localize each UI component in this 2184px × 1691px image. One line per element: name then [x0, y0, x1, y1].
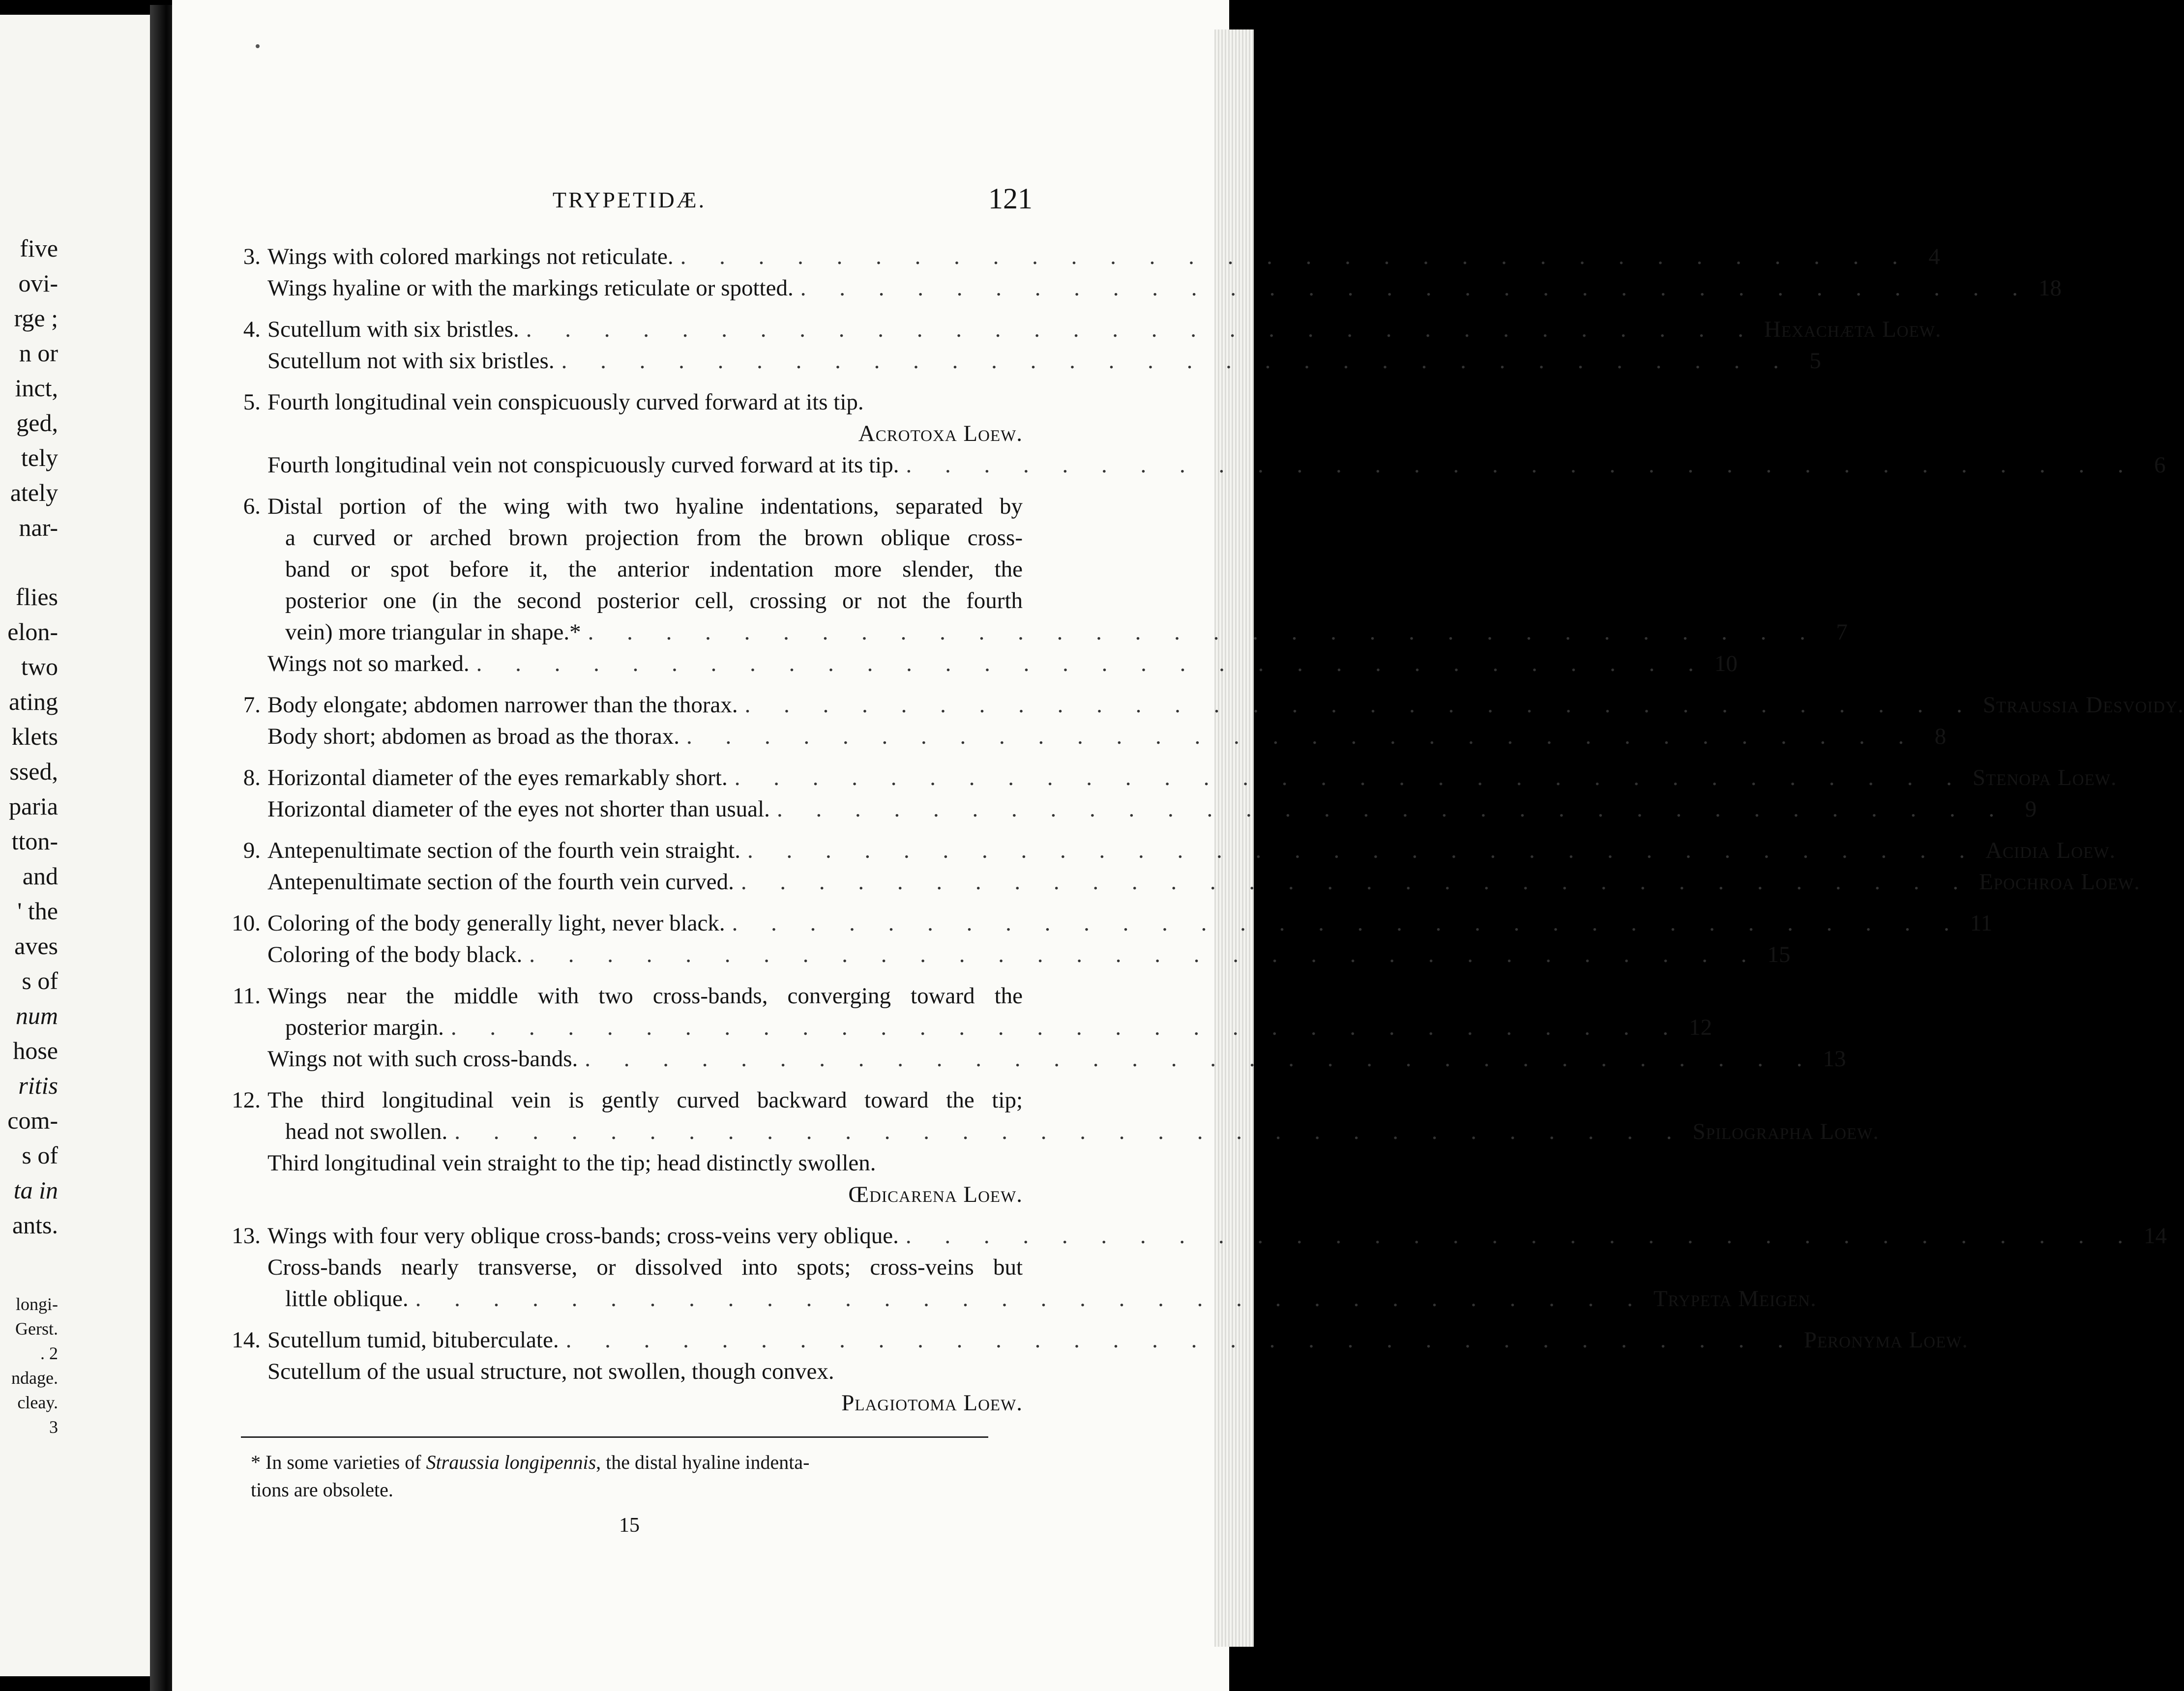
- dot-leader: . . . . . . . . . . . . . . . . . . . . . . . . . . . . . . . .: [454, 1119, 1686, 1144]
- couplet-reference: 4: [1928, 244, 1940, 269]
- left-fragment: flies: [15, 583, 58, 611]
- couplet-reference: 5: [1809, 348, 1821, 374]
- lead-text: Coloring of the body black.: [267, 942, 523, 967]
- genus-name: Acrotoxa Loew.: [858, 421, 1023, 446]
- couplet-reference: 10: [1714, 651, 1738, 676]
- dot-leader: . . . . . . . . . . . . . . . . . . . . . . . . . . . . . . . .: [476, 651, 1708, 676]
- genus-name: Œdicarena Loew.: [848, 1182, 1023, 1207]
- lead-text: The third longitudinal vein is gently curved backward toward the tip;: [267, 1087, 1023, 1113]
- lead-text: Wings with colored markings not reticulate.: [267, 244, 674, 269]
- left-fragment: five: [20, 234, 58, 262]
- page-number: 121: [988, 182, 1033, 215]
- genus-name: Plagiotoma Loew.: [841, 1390, 1023, 1416]
- lead-text: Horizontal diameter of the eyes not shorter than usual.: [267, 796, 770, 822]
- left-fragment: rge ;: [14, 304, 58, 332]
- key-line: [231, 1324, 1969, 1356]
- running-head: TRYPETIDÆ.: [552, 187, 707, 212]
- lead-text: little oblique.: [285, 1286, 409, 1312]
- couplet-reference: 9: [2025, 796, 2037, 822]
- key-couplet: [231, 1324, 1969, 1419]
- lead-text: Wings not with such cross-bands.: [267, 1046, 578, 1072]
- left-footnote-fragment: 3: [49, 1417, 58, 1437]
- lead-text: Distal portion of the wing with two hyaline indentations, separated by: [267, 494, 1023, 519]
- dot-leader: . . . . . . . . . . . . . . . . . . . . . . . . . . . . . . . .: [744, 692, 1976, 718]
- dot-leader: . . . . . . . . . . . . . . . . . . . . . . . . . . . . . . . .: [732, 910, 1963, 936]
- lead-text: Scutellum of the usual structure, not swollen, though convex.: [267, 1359, 834, 1384]
- key-line: [231, 1043, 1846, 1075]
- left-fragment: num: [15, 1002, 58, 1029]
- key-couplet: [231, 1084, 1880, 1210]
- dot-leader: . . . . . . . . . . . . . . . . . . . . . . . . . . . . . . . .: [906, 452, 2137, 478]
- key-line: [231, 907, 1993, 939]
- footnote-rule: [241, 1436, 988, 1438]
- couplet-number: 7.: [243, 692, 261, 718]
- left-footnote-fragment: . 2: [40, 1343, 58, 1363]
- key-couplet: [231, 835, 2140, 898]
- lead-text: Cross-bands nearly transverse, or dissolved into spots; cross-veins but: [267, 1254, 1023, 1280]
- dot-leader: . . . . . . . . . . . . . . . . . . . . . . . . . . . . . . . .: [450, 1015, 1682, 1040]
- left-fragment: [0, 545, 58, 580]
- couplet-reference: 14: [2144, 1223, 2167, 1249]
- left-footnote-fragment: Gerst.: [15, 1319, 58, 1339]
- couplet-reference: 13: [1823, 1046, 1846, 1072]
- key-line: [231, 314, 1942, 345]
- key-line: [231, 689, 2184, 721]
- key-couplet: [231, 762, 2117, 825]
- ink-speck: [256, 44, 260, 48]
- left-fragment: aves: [14, 932, 58, 960]
- lead-text: Third longitudinal vein straight to the tip; head distinctly swollen.: [267, 1150, 876, 1176]
- genus-name: Hexachæta Loew.: [1764, 317, 1942, 342]
- key-couplet: [231, 314, 1942, 377]
- identification-key: [231, 241, 2184, 1419]
- footnote-text-cont: , the distal hyaline indenta-: [596, 1451, 810, 1473]
- key-line: [231, 585, 1028, 616]
- lead-text: Scutellum not with six bristles.: [267, 348, 555, 374]
- key-line: [231, 1116, 1880, 1147]
- left-fragment: ged,: [16, 409, 58, 437]
- left-fragment: ssed,: [9, 758, 58, 785]
- key-line: [231, 1220, 2167, 1252]
- left-page-text: [0, 231, 58, 1519]
- left-fragment: ants.: [12, 1211, 58, 1239]
- left-fragment: klets: [11, 723, 58, 750]
- lead-text: Wings hyaline or with the markings reticulate or spotted.: [267, 275, 794, 301]
- left-footnote-fragment: longi-: [16, 1294, 58, 1314]
- key-couplet: [231, 907, 1993, 970]
- footnote-marker: *: [251, 1451, 261, 1473]
- lead-text: Scutellum with six bristles.: [267, 317, 519, 342]
- key-couplet: [231, 386, 2166, 481]
- couplet-number: 5.: [243, 389, 261, 415]
- couplet-reference: 11: [1970, 910, 1993, 936]
- dot-leader: . . . . . . . . . . . . . . . . . . . . . . . . . . . . . . . .: [776, 796, 2008, 822]
- key-line: [231, 1012, 1712, 1043]
- dot-leader: . . . . . . . . . . . . . . . . . . . . . . . . . . . . . . . .: [526, 317, 1758, 342]
- left-fragment: ately: [10, 479, 58, 506]
- genus-name: Spilographa Loew.: [1692, 1119, 1880, 1144]
- key-line: [231, 241, 1940, 272]
- lead-text: a curved or arched brown projection from the brown oblique cross-: [285, 525, 1023, 551]
- couplet-number: 13.: [232, 1223, 261, 1249]
- left-fragment: and: [22, 862, 58, 890]
- left-fragment: hose: [13, 1037, 58, 1064]
- left-fragment: n or: [19, 339, 58, 367]
- key-couplet: [231, 1220, 2167, 1314]
- key-line: [231, 1147, 1028, 1179]
- lead-text: Horizontal diameter of the eyes remarkably short.: [267, 765, 728, 790]
- left-fragment: s of: [22, 967, 58, 994]
- dot-leader: . . . . . . . . . . . . . . . . . . . . . . . . . . . . . . . .: [680, 244, 1912, 269]
- dot-leader: . . . . . . . . . . . . . . . . . . . . . . . . . . . . . . . .: [734, 765, 1966, 790]
- lead-text: Antepenultimate section of the fourth vein curved.: [267, 869, 734, 895]
- lead-text: Coloring of the body generally light, never black.: [267, 910, 725, 936]
- footnote: [231, 1449, 1028, 1504]
- key-line: [231, 835, 2116, 866]
- left-fragment: two: [21, 653, 58, 680]
- key-line: [231, 449, 2166, 481]
- left-fragment: paria: [9, 792, 58, 820]
- lead-text: Wings with four very oblique cross-bands; cross-veins very oblique.: [267, 1223, 899, 1249]
- left-fragment: ating: [9, 688, 58, 715]
- left-fragment: inct,: [15, 374, 58, 402]
- couplet-number: 4.: [243, 317, 261, 342]
- key-line: [231, 762, 2117, 793]
- key-line: [231, 1356, 1028, 1387]
- left-fragment: elon-: [7, 618, 58, 645]
- dot-leader: . . . . . . . . . . . . . . . . . . . . . . . . . . . . . . . .: [686, 724, 1918, 749]
- key-line: [231, 721, 1947, 752]
- lead-text: posterior one (in the second posterior cell, crossing or not the fourth: [285, 588, 1023, 613]
- lead-text: Wings near the middle with two cross-bands, converging toward the: [267, 983, 1023, 1009]
- key-line: [231, 866, 2140, 898]
- key-line: [231, 648, 1738, 679]
- lead-text: Fourth longitudinal vein not conspicuously curved forward at its tip.: [267, 452, 899, 478]
- lead-text: Fourth longitudinal vein conspicuously curved forward at its tip.: [267, 389, 864, 415]
- couplet-reference: 15: [1767, 942, 1791, 967]
- left-fragment: ' the: [17, 897, 58, 925]
- footnote-text: In some varieties of: [266, 1451, 421, 1473]
- key-line: [231, 554, 1028, 585]
- key-line: [231, 1252, 1028, 1283]
- left-footnote-fragments: [0, 1292, 58, 1439]
- couplet-reference: 7: [1836, 619, 1848, 645]
- dot-leader: . . . . . . . . . . . . . . . . . . . . . . . . . . . . . . . .: [747, 838, 1979, 863]
- left-fragment: nar-: [19, 514, 58, 541]
- left-footnote-fragment: ndage.: [11, 1368, 58, 1388]
- footnote-line-2: tions are obsolete.: [251, 1479, 393, 1501]
- dot-leader: . . . . . . . . . . . . . . . . . . . . . . . . . . . . . . . .: [565, 1327, 1797, 1353]
- left-fragment: tely: [21, 444, 58, 471]
- dot-leader: . . . . . . . . . . . . . . . . . . . . . . . . . . . . . . . .: [905, 1223, 2137, 1249]
- key-line: [231, 522, 1028, 554]
- species-name: Straussia longipennis: [426, 1451, 596, 1473]
- key-line: [231, 980, 1028, 1012]
- couplet-number: 12.: [232, 1087, 261, 1113]
- lead-text: band or spot before it, the anterior indentation more slender, the: [285, 556, 1023, 582]
- dot-leader: . . . . . . . . . . . . . . . . . . . . . . . . . . . . . . . .: [529, 942, 1761, 967]
- lead-text: posterior margin.: [285, 1015, 444, 1040]
- dot-leader: . . . . . . . . . . . . . . . . . . . . . . . . . . . . . . . .: [585, 1046, 1816, 1072]
- couplet-number: 8.: [243, 765, 261, 790]
- genus-name: Peronyma Loew.: [1803, 1327, 1969, 1353]
- left-fragment: s of: [22, 1141, 58, 1169]
- couplet-number: 6.: [243, 494, 261, 519]
- couplet-reference: 18: [2038, 275, 2062, 301]
- couplet-reference: 8: [1934, 724, 1947, 749]
- lead-text: Scutellum tumid, bituberculate.: [267, 1327, 559, 1353]
- key-line: [231, 793, 2037, 825]
- key-line: [231, 345, 1821, 377]
- key-line: [231, 939, 1791, 970]
- dot-leader: . . . . . . . . . . . . . . . . . . . . . . . . . . . . . . . .: [800, 275, 2032, 301]
- left-fragment: ritis: [18, 1072, 58, 1099]
- key-line: [231, 386, 1028, 418]
- lead-text: Body short; abdomen as broad as the thorax.: [267, 724, 679, 749]
- key-couplet: [231, 491, 1848, 679]
- dot-leader: . . . . . . . . . . . . . . . . . . . . . . . . . . . . . . . .: [740, 869, 1973, 895]
- left-fragment: ovi-: [18, 269, 58, 297]
- genus-name: Trypeta Meigen.: [1653, 1286, 1817, 1312]
- lead-text: Antepenultimate section of the fourth vein straight.: [267, 838, 740, 863]
- signature-mark: 15: [619, 1514, 640, 1537]
- couplet-number: 3.: [243, 244, 261, 269]
- couplet-reference: 12: [1689, 1015, 1712, 1040]
- key-line: [231, 491, 1028, 522]
- left-fragment: com-: [7, 1107, 58, 1134]
- couplet-reference: 6: [2154, 452, 2166, 478]
- genus-name: Straussia Desvoidy.: [1982, 692, 2184, 718]
- dot-leader: . . . . . . . . . . . . . . . . . . . . . . . . . . . . . . . .: [588, 619, 1819, 645]
- lead-text: Body elongate; abdomen narrower than the thorax.: [267, 692, 738, 718]
- genus-name: Epochroa Loew.: [1979, 869, 2140, 895]
- couplet-number: 11.: [232, 983, 261, 1009]
- couplet-number: 9.: [243, 838, 261, 863]
- dot-leader: . . . . . . . . . . . . . . . . . . . . . . . . . . . . . . . .: [415, 1286, 1647, 1312]
- left-fragment: ta in: [13, 1176, 58, 1204]
- key-couplet: [231, 241, 2062, 304]
- genus-name: Stenopa Loew.: [1972, 765, 2117, 790]
- dot-leader: . . . . . . . . . . . . . . . . . . . . . . . . . . . . . . . .: [561, 348, 1793, 374]
- key-line: [231, 418, 1028, 449]
- couplet-number: 10.: [232, 910, 261, 936]
- key-couplet: [231, 689, 2184, 752]
- main-page: [231, 182, 2184, 1537]
- genus-name: Acidia Loew.: [1985, 838, 2116, 863]
- key-line: [231, 1179, 1028, 1210]
- lead-text: Wings not so marked.: [267, 651, 470, 676]
- lead-text: vein) more triangular in shape.*: [285, 619, 581, 645]
- left-fragment: tton-: [11, 827, 58, 855]
- key-line: [231, 1387, 1028, 1419]
- key-couplet: [231, 980, 1846, 1075]
- page-header: [231, 182, 1033, 221]
- left-footnote-fragment: cleay.: [17, 1393, 58, 1412]
- key-line: [231, 272, 2062, 304]
- key-line: [231, 616, 1848, 648]
- key-line: [231, 1283, 1817, 1314]
- lead-text: head not swollen.: [285, 1119, 448, 1144]
- key-line: [231, 1084, 1028, 1116]
- couplet-number: 14.: [232, 1327, 261, 1353]
